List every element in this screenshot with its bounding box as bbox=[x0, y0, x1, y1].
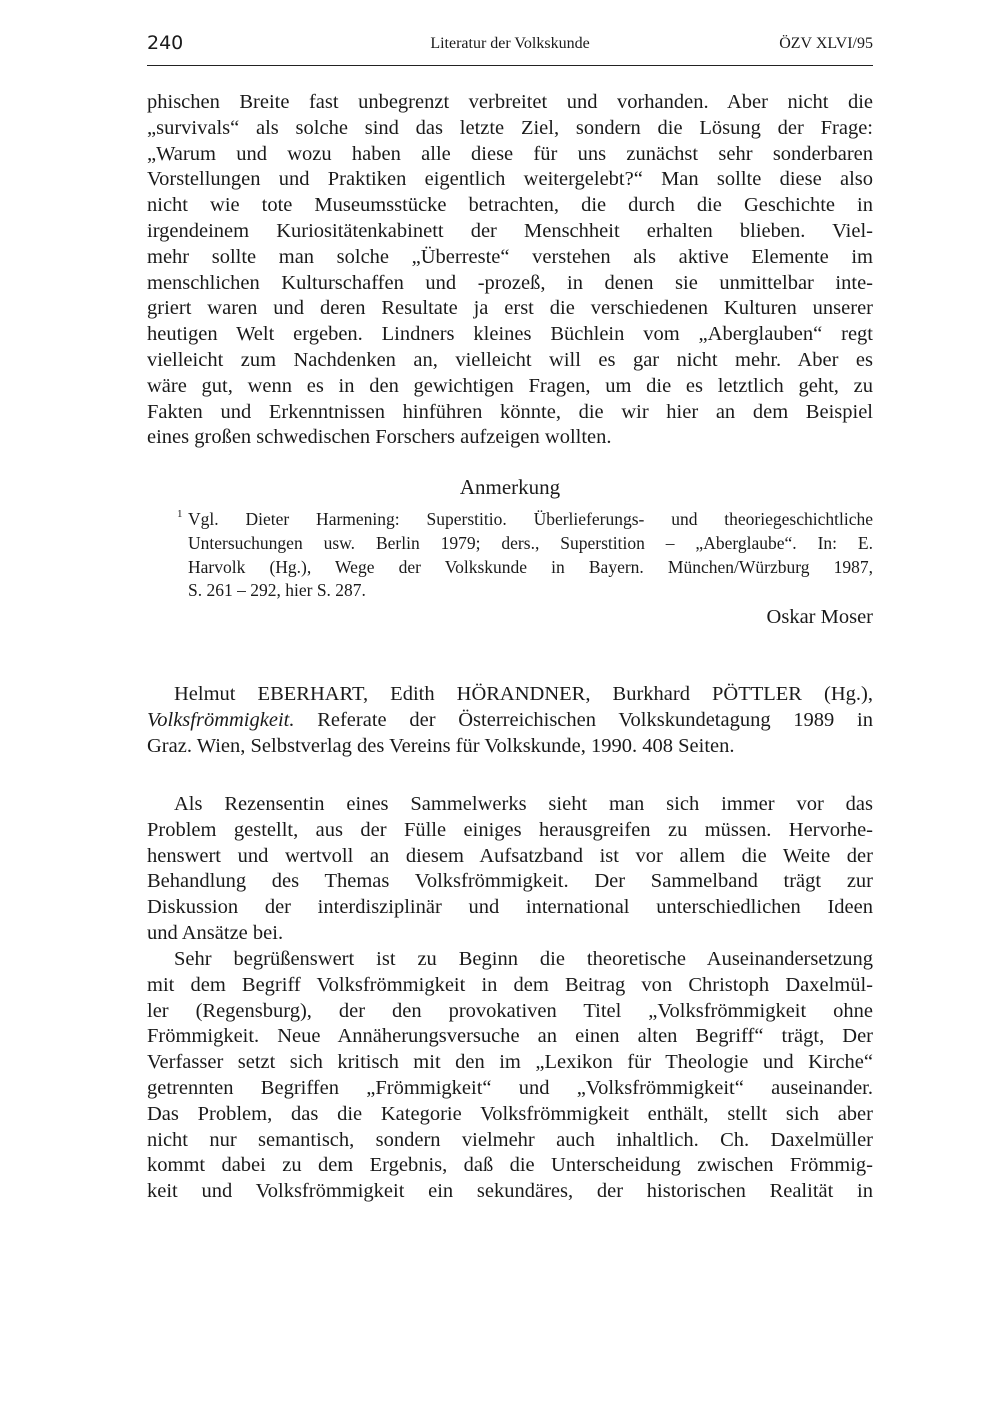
text-line: phischen Breite fast unbegrenzt verbreitet und vorhanden. Aber nicht die bbox=[147, 91, 873, 113]
text-line: eines großen schwedischen Forschers aufzeigen wollten. bbox=[147, 426, 612, 449]
text-line: henswert und wertvoll an diesem Aufsatzband ist vor allem die Weite der bbox=[147, 844, 873, 867]
page-number: 240 bbox=[147, 32, 184, 54]
review2-paragraph-2 bbox=[147, 947, 873, 1205]
text-line: nicht wie tote Museumsstücke betrachten, die durch die Geschichte in bbox=[147, 194, 873, 217]
bib-line: Helmut EBERHART, Edith HÖRANDNER, Burkhard PÖTTLER (Hg.), bbox=[174, 683, 873, 705]
footnote-line: Harvolk (Hg.), Wege der Volkskunde in Bayern. München/Würzburg 1987, bbox=[188, 556, 873, 577]
text-line: und Ansätze bei. bbox=[147, 921, 284, 944]
bibliographic-entry bbox=[147, 682, 873, 759]
bib-line bbox=[147, 708, 873, 734]
text-line: Als Rezensentin eines Sammelwerks sieht man sich immer vor das bbox=[174, 793, 873, 815]
review1-paragraph bbox=[147, 90, 873, 451]
running-title: Literatur der Volkskunde bbox=[430, 35, 590, 52]
bib-line-rest: Referate der Österreichischen Volkskundetagung 1989 in bbox=[294, 708, 873, 731]
text-line: heutigen Welt ergeben. Lindners kleines Büchlein vom „Aberglauben“ regt bbox=[147, 323, 873, 346]
text-line: „survivals“ als solche sind das letzte Ziel, sondern die Lösung der Frage: bbox=[147, 116, 873, 139]
text-line: nicht nur semantisch, sondern vielmehr auch inhaltlich. Ch. Daxelmüller bbox=[147, 1128, 873, 1151]
text-line: menschlichen Kulturschaffen und -prozeß, in denen sie unmittelbar inte- bbox=[147, 271, 873, 294]
text-line: Diskussion der interdisziplinär und international unterschiedlichen Ideen bbox=[147, 896, 873, 919]
text-line: ler (Regensburg), der den provokativen Titel „Volksfrömmigkeit ohne bbox=[147, 999, 873, 1022]
text-line: Fakten und Erkenntnissen hinführen könnte, die wir hier an dem Beispiel bbox=[147, 400, 873, 423]
journal-volume: ÖZV XLVI/95 bbox=[779, 35, 873, 52]
text-line: wäre gut, wenn es in den gewichtigen Fragen, um die es letztlich geht, zu bbox=[147, 374, 873, 397]
text-line: irgendeinem Kuriositätenkabinett der Menschheit erhalten blieben. Viel- bbox=[147, 219, 873, 242]
notes-heading: Anmerkung bbox=[459, 475, 561, 499]
text-line: mit dem Begriff Volksfrömmigkeit in dem Beitrag von Christoph Daxelmül- bbox=[147, 973, 873, 996]
text-line: getrennten Begriffen „Frömmigkeit“ und „Volksfrömmigkeit“ auseinander. bbox=[147, 1076, 873, 1099]
text-line: vielleicht zum Nachdenken an, vielleicht will es gar nicht mehr. Aber es bbox=[147, 348, 873, 371]
bib-line: Graz. Wien, Selbstverlag des Vereins für Volkskunde, 1990. 408 Seiten. bbox=[147, 734, 735, 757]
footnote bbox=[147, 508, 873, 603]
text-line: mehr sollte man solche „Überreste“ verstehen als aktive Elemente im bbox=[147, 245, 873, 268]
footnote-line: Vgl. Dieter Harmening: Superstitio. Überlieferungs- und theoriegeschichtliche bbox=[188, 509, 873, 529]
header-rule bbox=[147, 65, 873, 66]
text-line: Das Problem, das die Kategorie Volksfrömmigkeit enthält, stellt sich aber bbox=[147, 1102, 873, 1125]
text-line: Vorstellungen und Praktiken eigentlich weitergelebt?“ Man sollte diese also bbox=[147, 168, 873, 191]
text-line: kommt dabei zu dem Ergebnis, daß die Unterscheidung zwischen Frömmig- bbox=[147, 1154, 873, 1177]
text-line: Verfasser setzt sich kritisch mit den im „Lexikon für Theologie und Kirche“ bbox=[147, 1051, 873, 1074]
footnote-line: Untersuchungen usw. Berlin 1979; ders., Superstition – „Aberglaube“. In: E. bbox=[188, 532, 873, 553]
reviewer-signature: Oskar Moser bbox=[766, 606, 873, 628]
text-line: keit und Volksfrömmigkeit ein sekundäres, der historischen Realität in bbox=[147, 1180, 873, 1203]
text-line: „Warum und wozu haben alle diese für uns zunächst sehr sonderbaren bbox=[147, 142, 873, 165]
text-line: Behandlung des Themas Volksfrömmigkeit. Der Sammelband trägt zur bbox=[147, 870, 873, 893]
text-line: Frömmigkeit. Neue Annäherungsversuche an einen alten Begriff“ trägt, Der bbox=[147, 1025, 873, 1048]
footnote-line: S. 261 – 292, hier S. 287. bbox=[188, 580, 366, 601]
text-line: Sehr begrüßenswert ist zu Beginn die theoretische Auseinandersetzung bbox=[174, 948, 873, 970]
text-line: Problem gestellt, aus der Fülle einiges herausgreifen zu müssen. Hervorhe- bbox=[147, 818, 873, 841]
book-title: Volksfrömmigkeit. bbox=[147, 708, 295, 731]
running-header bbox=[147, 30, 873, 60]
text-line: griert waren und deren Resultate ja erst die verschiedenen Kulturen unserer bbox=[147, 297, 873, 320]
review2-paragraph-1 bbox=[147, 792, 873, 947]
footnote-marker: 1 bbox=[177, 508, 183, 520]
